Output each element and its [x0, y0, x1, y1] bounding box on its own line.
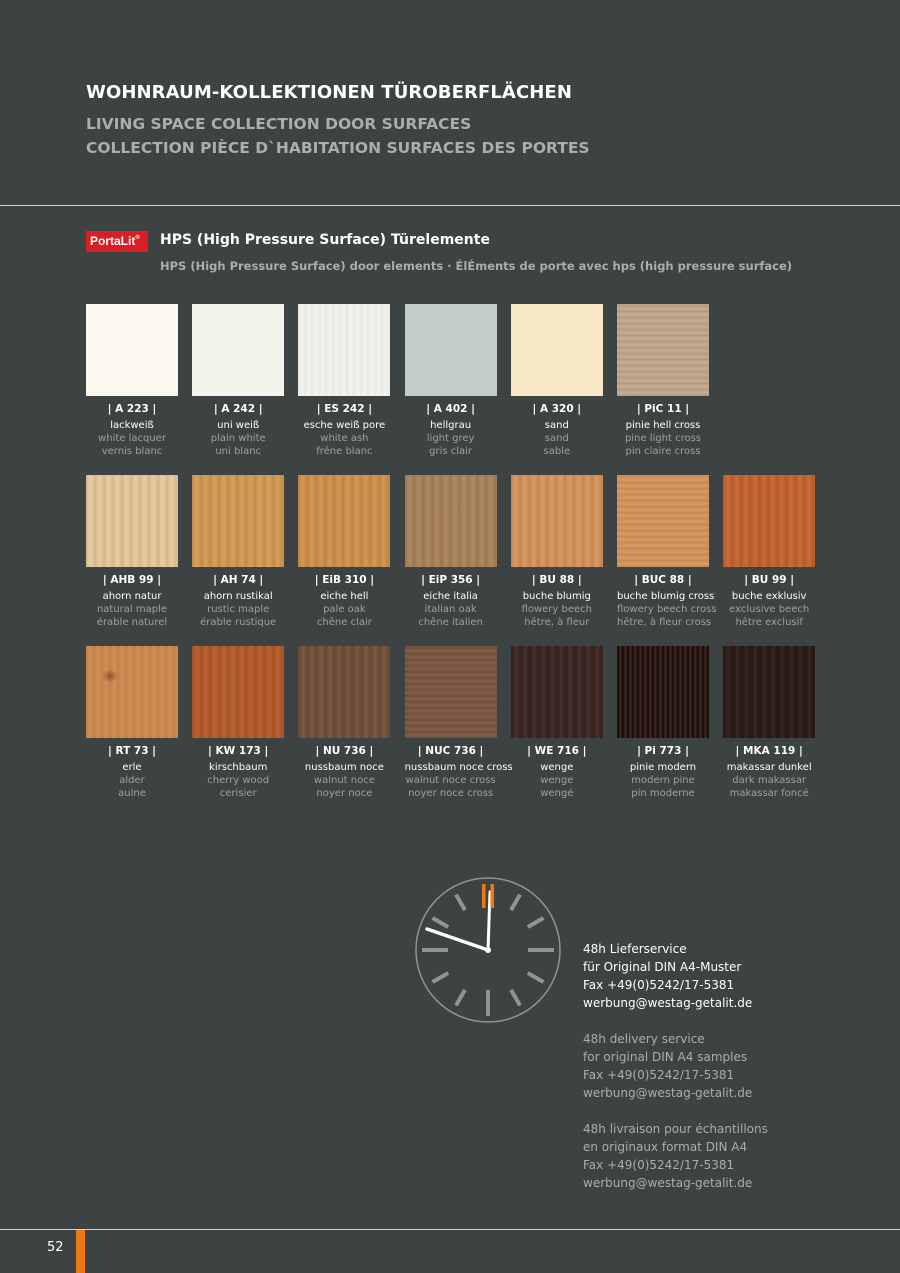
swatch-name-fr: frêne blanc: [316, 446, 373, 457]
page-header: [86, 82, 590, 157]
swatch-name-en: wenge: [540, 775, 574, 786]
swatch-name-en: rustic maple: [207, 604, 270, 615]
service-line: 48h Lieferservice: [583, 942, 687, 956]
swatch-item: [404, 646, 513, 799]
swatch-name-de: pinie modern: [629, 762, 697, 773]
swatch-name-de: wenge: [540, 762, 574, 773]
footer-accent-bar: [76, 1230, 85, 1273]
swatch-name-fr: chêne italien: [418, 617, 483, 628]
swatch-code: | KW 173 |: [208, 745, 269, 757]
portalit-logo: PortaLit®: [86, 231, 148, 252]
swatch-name-en: italian oak: [424, 604, 477, 615]
clock-tick: [528, 973, 544, 982]
swatch-code: | EiP 356 |: [421, 574, 481, 586]
swatch-item: [617, 646, 709, 799]
swatch-name-fr: érable rustique: [200, 617, 277, 628]
swatch-item: [298, 304, 390, 457]
swatch-sample: [86, 304, 178, 396]
swatch-name-en: plain white: [210, 433, 266, 444]
swatch-name-fr: sable: [543, 446, 571, 457]
service-line: 48h livraison pour échantillons: [583, 1122, 768, 1136]
swatch-name-en: alder: [119, 775, 145, 786]
swatch-code: | NUC 736 |: [417, 745, 484, 757]
service-block-en: [583, 1030, 768, 1102]
swatch-name-fr: noyer noce: [316, 788, 373, 799]
swatch-name-fr: chêne clair: [316, 617, 372, 628]
swatch-code: | Pi 773 |: [637, 745, 689, 757]
swatch-name-en: exclusive beech: [729, 604, 810, 615]
swatch-item: [86, 646, 178, 799]
swatch-name-fr: noyer noce cross: [408, 788, 494, 799]
section-subtitle: HPS (High Pressure Surface) door elements · ÉlÉments de porte avec hps (high pressure surface): [160, 259, 793, 273]
swatch-code: | A 223 |: [107, 403, 157, 415]
swatch-name-en: flowery beech: [521, 604, 593, 615]
page-subtitle-fr: COLLECTION PIÈCE D`HABITATION SURFACES DES PORTES: [86, 139, 590, 157]
swatch-name-de: nussbaum noce: [304, 762, 384, 773]
swatch-sample: [511, 646, 603, 738]
swatch-name-de: makassar dunkel: [726, 762, 812, 773]
swatch-name-en: walnut noce cross: [405, 775, 496, 786]
swatch-item: [192, 646, 284, 799]
swatch-item: [617, 475, 717, 628]
service-line: Fax +49(0)5242/17-5381: [583, 1158, 735, 1172]
swatch-name-fr: gris clair: [429, 446, 473, 457]
swatch-name-fr: hêtre, à fleur: [524, 617, 590, 628]
swatch-name-de: ahorn rustikal: [203, 591, 273, 602]
footer-divider: [0, 1229, 900, 1230]
swatch-code: | EiB 310 |: [314, 574, 375, 586]
clock-tick: [456, 990, 465, 1006]
section-title: HPS (High Pressure Surface) Türelemente: [160, 232, 490, 248]
swatch-code: | MKA 119 |: [735, 745, 803, 757]
swatch-item: [511, 475, 603, 628]
clock-marker-right: [491, 884, 495, 908]
swatch-name-fr: uni blanc: [215, 446, 262, 457]
swatch-item: [723, 646, 815, 799]
swatch-code: | WE 716 |: [527, 745, 587, 757]
swatch-name-en: sand: [544, 433, 569, 444]
swatch-name-de: buche blumig cross: [617, 591, 715, 602]
swatch-sample: [617, 646, 709, 738]
swatch-code: | BUC 88 |: [634, 574, 692, 586]
swatch-name-de: eiche hell: [320, 591, 369, 602]
swatch-item: [511, 646, 603, 799]
swatch-name-de: buche exklusiv: [731, 591, 807, 602]
swatch-sample: [192, 475, 284, 567]
swatch-name-de: buche blumig: [522, 591, 591, 602]
swatch-item: [298, 475, 390, 628]
page-title: WOHNRAUM-KOLLEKTIONEN TÜROBERFLÄCHEN: [86, 82, 572, 103]
swatch-item: [192, 304, 284, 457]
swatch-sample: [86, 475, 178, 567]
swatch-name-fr: érable naturel: [96, 617, 168, 628]
swatch-sample: [511, 304, 603, 396]
swatch-item: [192, 475, 284, 628]
swatch-sample: [192, 304, 284, 396]
swatch-code: | RT 73 |: [107, 745, 157, 757]
delivery-service-info: [583, 940, 768, 1192]
swatch-code: | ES 242 |: [316, 403, 373, 415]
swatch-name-en: cherry wood: [207, 775, 270, 786]
clock-tick: [511, 895, 520, 911]
swatch-name-de: esche weiß pore: [303, 420, 386, 431]
swatch-name-de: lackweiß: [110, 420, 154, 431]
swatch-sample: [617, 475, 709, 567]
swatch-code: | BU 88 |: [531, 574, 582, 586]
swatch-sample: [723, 475, 815, 567]
clock-tick: [456, 895, 465, 911]
swatch-item: [86, 475, 178, 628]
swatch-code: | AH 74 |: [213, 574, 264, 586]
swatch-name-de: pinie hell cross: [625, 420, 701, 431]
service-line: für Original DIN A4-Muster: [583, 960, 742, 974]
swatch-item: [405, 304, 497, 457]
page-number: 52: [47, 1240, 64, 1255]
swatch-name-en: natural maple: [96, 604, 168, 615]
clock-tick: [511, 990, 520, 1006]
swatch-item: [723, 475, 815, 628]
header-divider: [0, 205, 900, 206]
swatch-sample: [86, 646, 178, 738]
swatch-code: | A 242 |: [213, 403, 263, 415]
swatch-sample: [511, 475, 603, 567]
service-line: werbung@westag-getalit.de: [583, 1086, 753, 1100]
swatch-name-en: light grey: [426, 433, 475, 444]
swatch-name-fr: makassar foncé: [729, 788, 809, 799]
swatch-item: [86, 304, 178, 457]
swatch-item: [617, 304, 709, 457]
swatch-name-en: modern pine: [631, 775, 695, 786]
swatch-name-de: nussbaum noce cross: [404, 762, 513, 773]
swatch-name-fr: vernis blanc: [101, 446, 163, 457]
swatch-name-de: ahorn natur: [102, 591, 162, 602]
clock-icon: [415, 877, 561, 1023]
swatch-name-en: dark makassar: [732, 775, 807, 786]
service-block-de: [583, 940, 768, 1012]
swatch-sample: [405, 475, 497, 567]
swatch-sample: [298, 475, 390, 567]
swatch-name-en: pine light cross: [624, 433, 702, 444]
swatch-name-en: white ash: [320, 433, 369, 444]
swatch-code: | A 320 |: [532, 403, 582, 415]
swatch-sample: [298, 646, 390, 738]
swatch-name-en: pale oak: [323, 604, 366, 615]
swatch-item: [298, 646, 390, 799]
swatch-name-fr: cerisier: [219, 788, 257, 799]
service-line: werbung@westag-getalit.de: [583, 996, 753, 1010]
swatch-name-de: eiche italia: [423, 591, 478, 602]
swatch-name-fr: pin claire cross: [625, 446, 701, 457]
swatch-name-en: flowery beech cross: [617, 604, 717, 615]
swatch-code: | A 402 |: [426, 403, 475, 415]
swatch-item: [511, 304, 603, 457]
swatch-sample: [298, 304, 390, 396]
service-line: for original DIN A4 samples: [583, 1050, 748, 1064]
swatch-code: | NU 736 |: [315, 745, 374, 757]
swatch-name-de: hellgrau: [430, 420, 472, 431]
service-line: werbung@westag-getalit.de: [583, 1176, 753, 1190]
clock-tick: [433, 973, 449, 982]
swatch-sample: [405, 304, 497, 396]
swatch-name-de: kirschbaum: [209, 762, 268, 773]
clock-tick: [528, 918, 544, 927]
clock-tick: [433, 918, 449, 927]
swatch-name-fr: pin moderne: [631, 788, 695, 799]
swatch-name-fr: hêtre exclusif: [735, 617, 803, 628]
swatch-code: | BU 99 |: [744, 574, 795, 586]
service-line: Fax +49(0)5242/17-5381: [583, 1068, 735, 1082]
swatch-sample: [723, 646, 815, 738]
swatch-sample: [192, 646, 284, 738]
swatch-code: | PiC 11 |: [636, 403, 690, 415]
swatch-name-en: walnut noce: [313, 775, 375, 786]
service-line: en originaux format DIN A4: [583, 1140, 748, 1154]
swatch-name-fr: aulne: [118, 788, 146, 799]
service-block-fr: [583, 1120, 768, 1192]
page-subtitle-en: LIVING SPACE COLLECTION DOOR SURFACES: [86, 115, 472, 133]
swatch-name-fr: hêtre, à fleur cross: [617, 617, 712, 628]
clock-marker-left: [482, 884, 486, 908]
swatch-item: [405, 475, 497, 628]
swatch-sample: [405, 646, 497, 738]
service-line: Fax +49(0)5242/17-5381: [583, 978, 735, 992]
swatch-code: | AHB 99 |: [102, 574, 162, 586]
swatch-name-fr: wengé: [540, 788, 574, 799]
swatch-name-de: sand: [544, 420, 569, 431]
swatch-name-en: white lacquer: [98, 433, 166, 444]
swatch-name-de: uni weiß: [217, 420, 260, 431]
swatch-sample: [617, 304, 709, 396]
service-line: 48h delivery service: [583, 1032, 705, 1046]
swatch-name-de: erle: [122, 762, 142, 773]
